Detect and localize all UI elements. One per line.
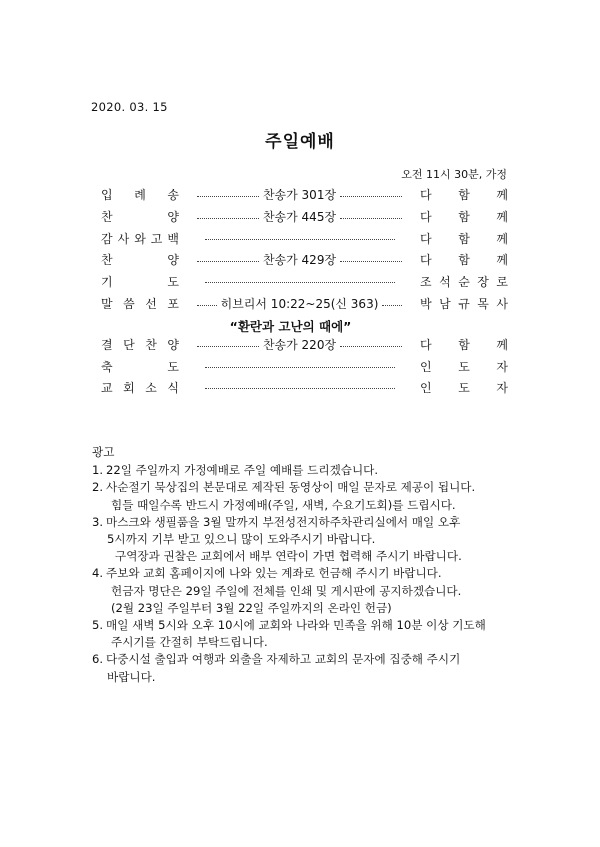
announcement-line: 22일 주일까지 가정예배로 주일 예배를 드리겠습니다. bbox=[106, 463, 379, 478]
order-label-char: 교 bbox=[101, 381, 113, 396]
leader-char: 함 bbox=[458, 209, 470, 224]
order-label-char: 송 bbox=[167, 188, 179, 202]
leader-char: 목 bbox=[477, 296, 489, 311]
order-item-label bbox=[101, 230, 179, 247]
announcement-line: (2월 23일 주일부터 3월 22일 주일까지의 온라인 헌금) bbox=[111, 600, 392, 615]
dot-leader bbox=[197, 218, 259, 219]
order-label-char: 례 bbox=[134, 188, 146, 202]
leader-char: 함 bbox=[458, 337, 470, 352]
announcement-item bbox=[92, 462, 532, 479]
order-item-label bbox=[101, 208, 179, 225]
order-label-char: 감 bbox=[101, 231, 113, 246]
leader-char: 조 bbox=[420, 275, 432, 290]
order-label-char: 포 bbox=[167, 296, 179, 311]
service-time-place: 오전 11시 30분, 가정 bbox=[401, 168, 507, 181]
order-item-leader bbox=[420, 186, 508, 203]
leader-char: 다 bbox=[420, 209, 432, 224]
order-label-char: 회 bbox=[123, 381, 135, 396]
announcement-text bbox=[106, 514, 462, 566]
order-label-char: 도 bbox=[167, 275, 179, 290]
order-row bbox=[101, 358, 508, 380]
dot-leader bbox=[197, 196, 259, 197]
announcement-text bbox=[106, 462, 378, 479]
order-label-char: 찬 bbox=[101, 209, 113, 224]
announcement-item bbox=[92, 617, 532, 651]
announcement-line: 다중시설 출입과 여행과 외출을 자제하고 교회의 문자에 집중해 주시기 bbox=[106, 652, 461, 667]
sermon-title-text: “환란과 고난의 때에” bbox=[229, 318, 352, 334]
order-item-content bbox=[197, 208, 402, 225]
order-item-text: 히브리서 10:22~25(신 363) bbox=[220, 296, 379, 311]
announcement-line: 헌금자 명단은 29일 주일에 전체를 인쇄 및 게시판에 공지하겠습니다. bbox=[111, 583, 462, 598]
leader-char: 다 bbox=[420, 337, 432, 352]
order-label-char: 찬 bbox=[101, 253, 113, 268]
order-row bbox=[101, 186, 508, 208]
order-item-text: 찬송가 301장 bbox=[262, 188, 337, 202]
announcement-line: 바랍니다. bbox=[107, 669, 156, 684]
order-item-label bbox=[101, 379, 179, 396]
bulletin-date: 2020. 03. 15 bbox=[91, 100, 168, 114]
order-label-char: 찬 bbox=[145, 337, 157, 352]
announcement-line: 사순절기 묵상집의 본문대로 제작된 동영상이 매일 문자로 제공이 됩니다. bbox=[106, 480, 476, 495]
leader-char: 다 bbox=[420, 253, 432, 268]
order-label-char: 양 bbox=[167, 209, 179, 224]
leader-char: 께 bbox=[496, 231, 508, 246]
announcement-item bbox=[92, 479, 532, 513]
announcement-line: 구역장과 권찰은 교회에서 배부 연락이 가면 협력해 주시기 바랍니다. bbox=[115, 549, 462, 564]
announcement-number: 6. bbox=[92, 652, 104, 667]
leader-char: 께 bbox=[496, 253, 508, 268]
leader-char: 석 bbox=[439, 275, 451, 290]
leader-char: 자 bbox=[496, 381, 508, 396]
worship-order bbox=[101, 186, 508, 401]
announcements bbox=[92, 444, 532, 686]
order-item-text: 찬송가 220장 bbox=[262, 337, 337, 352]
leader-char: 함 bbox=[458, 188, 470, 202]
dot-leader bbox=[340, 218, 402, 219]
order-label-char: 백 bbox=[167, 231, 179, 246]
announcement-text bbox=[106, 617, 486, 651]
leader-char: 로 bbox=[496, 275, 508, 290]
leader-char: 박 bbox=[420, 296, 432, 311]
dot-leader bbox=[197, 305, 217, 306]
order-label-char: 사 bbox=[117, 231, 130, 246]
dot-leader bbox=[205, 239, 395, 240]
order-label-char: 단 bbox=[123, 337, 135, 352]
leader-char: 다 bbox=[420, 188, 432, 202]
dot-leader bbox=[340, 261, 402, 262]
leader-char: 인 bbox=[420, 359, 432, 374]
leader-char: 다 bbox=[420, 231, 432, 246]
announcement-item bbox=[92, 514, 532, 566]
dot-leader bbox=[205, 388, 395, 389]
order-label-char: 결 bbox=[101, 337, 113, 352]
leader-char: 함 bbox=[458, 253, 470, 268]
order-item-leader bbox=[420, 273, 508, 290]
leader-char: 께 bbox=[496, 209, 508, 224]
order-label-char: 입 bbox=[101, 188, 113, 202]
page-title: 주일예배 bbox=[265, 132, 335, 152]
order-item-content bbox=[197, 336, 402, 353]
order-item-leader bbox=[420, 230, 508, 247]
sermon-title bbox=[101, 317, 508, 336]
announcement-number: 5. bbox=[92, 618, 104, 633]
dot-leader bbox=[340, 346, 402, 347]
announcement-line: 주시기를 간절히 부탁드립니다. bbox=[111, 635, 268, 650]
order-row bbox=[101, 295, 508, 317]
leader-char: 께 bbox=[496, 188, 508, 202]
leader-char: 께 bbox=[496, 337, 508, 352]
announcement-number: 4. bbox=[92, 566, 104, 581]
order-label-char: 선 bbox=[145, 296, 157, 311]
leader-char: 도 bbox=[458, 359, 470, 374]
order-item-label bbox=[101, 251, 179, 268]
order-label-char: 축 bbox=[101, 359, 113, 374]
leader-char: 도 bbox=[458, 381, 470, 396]
order-item-content bbox=[197, 251, 402, 268]
order-item-leader bbox=[420, 295, 508, 312]
order-label-char: 씀 bbox=[123, 296, 135, 311]
announcement-line: 주보와 교회 홈페이지에 나와 있는 계좌로 헌금해 주시기 바랍니다. bbox=[106, 566, 442, 581]
order-label-char: 도 bbox=[167, 359, 179, 374]
order-item-leader bbox=[420, 251, 508, 268]
dot-leader bbox=[197, 346, 259, 347]
announcement-item bbox=[92, 651, 532, 685]
dot-leader bbox=[197, 261, 259, 262]
order-item-text: 찬송가 429장 bbox=[262, 253, 337, 268]
order-item-leader bbox=[420, 208, 508, 225]
announcement-item bbox=[92, 565, 532, 617]
order-label-char: 소 bbox=[145, 381, 157, 396]
leader-char: 인 bbox=[420, 381, 432, 396]
order-item-label bbox=[101, 295, 179, 312]
announcement-line: 매일 새벽 5시와 오후 10시에 교회와 나라와 민족을 위해 10분 이상 기도해 bbox=[106, 618, 486, 633]
announcement-number: 3. bbox=[92, 514, 104, 529]
order-item-leader bbox=[420, 379, 508, 396]
order-row bbox=[101, 379, 508, 401]
leader-char: 규 bbox=[458, 296, 470, 311]
leader-char: 남 bbox=[439, 296, 451, 311]
leader-char: 순 bbox=[458, 275, 470, 290]
dot-leader bbox=[205, 282, 395, 283]
announcement-line: 5시까지 기부 받고 있으니 많이 도와주시기 바랍니다. bbox=[107, 532, 376, 547]
dot-leader bbox=[340, 196, 402, 197]
order-row bbox=[101, 273, 508, 295]
order-item-content bbox=[197, 295, 402, 312]
order-label-char: 고 bbox=[150, 231, 163, 246]
order-label-char: 와 bbox=[134, 231, 146, 246]
dot-leader bbox=[205, 367, 395, 368]
order-item-label bbox=[101, 186, 179, 203]
order-label-char: 양 bbox=[167, 337, 179, 352]
order-item-label bbox=[101, 336, 179, 353]
announcement-text bbox=[106, 479, 475, 513]
order-label-char: 말 bbox=[101, 296, 113, 311]
order-label-char: 기 bbox=[101, 275, 113, 290]
order-row bbox=[101, 251, 508, 273]
announcement-line: 힘들 때일수록 반드시 가정예배(주일, 새벽, 수요기도회)를 드립시다. bbox=[111, 497, 456, 512]
order-item-leader bbox=[420, 358, 508, 375]
order-label-char: 식 bbox=[167, 381, 179, 396]
order-item-content bbox=[197, 186, 402, 203]
leader-char: 자 bbox=[496, 359, 508, 374]
announcement-text bbox=[106, 565, 461, 617]
leader-char: 사 bbox=[496, 296, 508, 311]
announcement-line: 마스크와 생필품을 3월 말까지 부전성전지하주차관리실에서 매일 오후 bbox=[106, 514, 461, 529]
order-item-label bbox=[101, 273, 179, 290]
order-item-text: 찬송가 445장 bbox=[262, 209, 337, 224]
leader-char: 함 bbox=[458, 231, 470, 246]
order-item-leader bbox=[420, 336, 508, 353]
announcement-number: 1. bbox=[92, 463, 104, 478]
order-row bbox=[101, 208, 508, 230]
dot-leader bbox=[382, 305, 402, 306]
leader-char: 장 bbox=[477, 275, 489, 290]
announcements-heading: 광고 bbox=[92, 445, 115, 459]
announcement-text bbox=[106, 651, 460, 685]
announcement-number: 2. bbox=[92, 480, 104, 495]
order-row bbox=[101, 230, 508, 252]
order-label-char: 양 bbox=[167, 253, 179, 268]
order-row bbox=[101, 336, 508, 358]
order-item-label bbox=[101, 358, 179, 375]
